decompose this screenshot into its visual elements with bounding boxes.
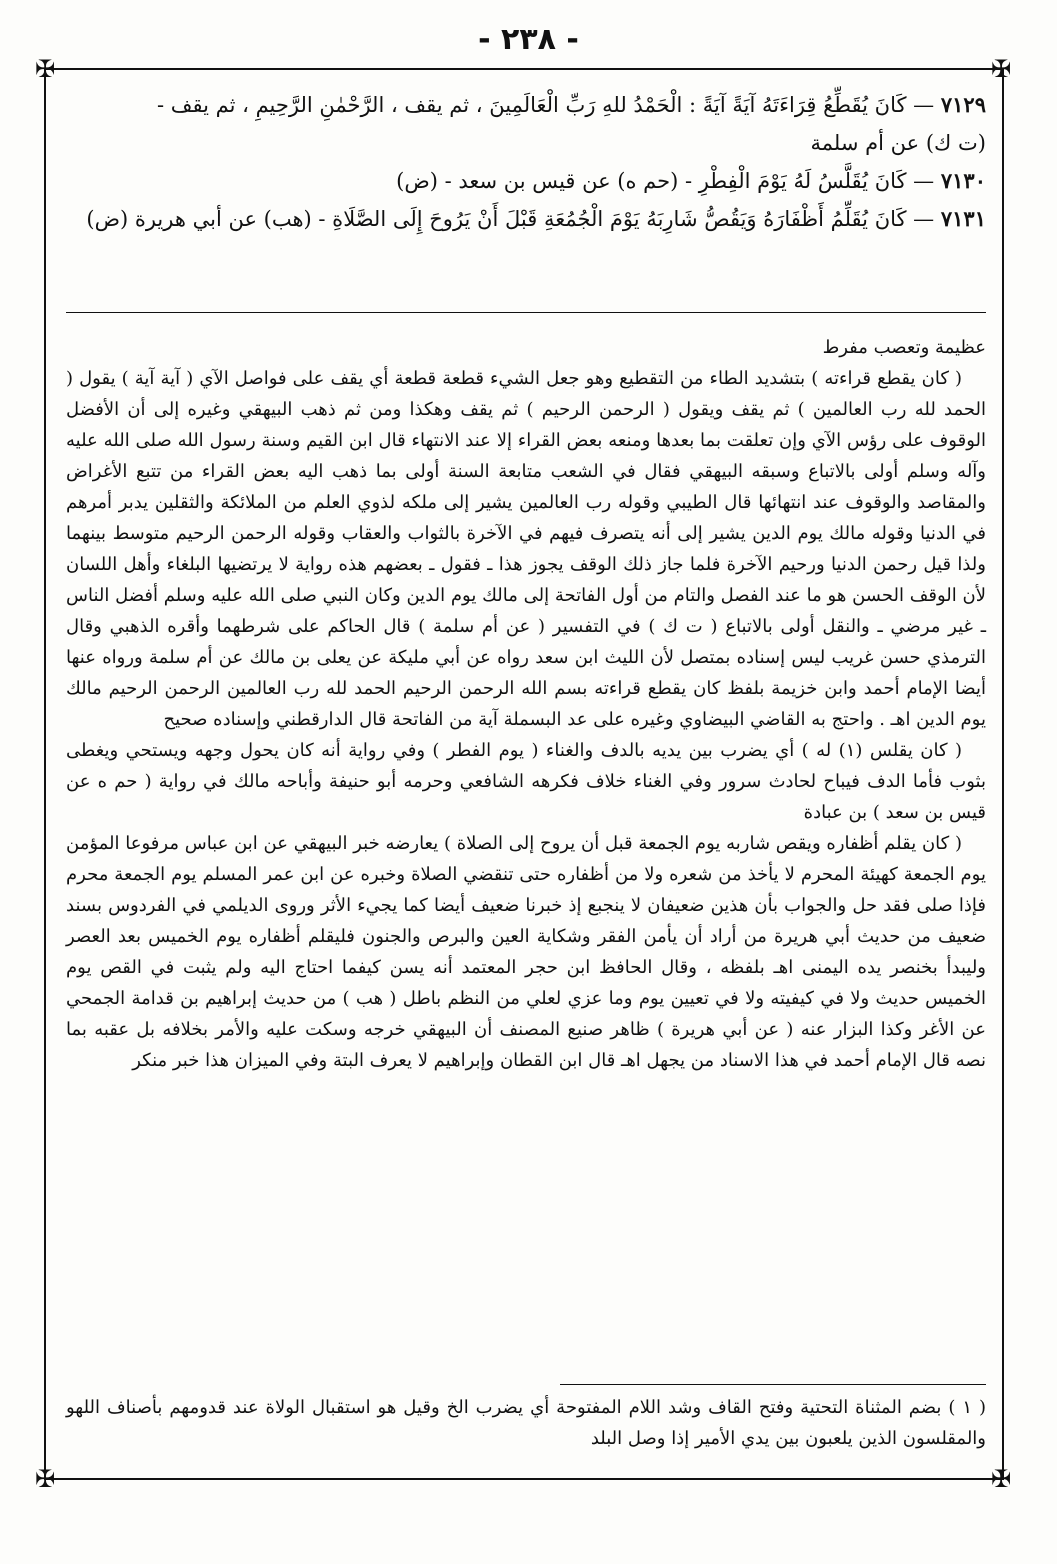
hadith-source: (ت ك) عن أم سلمة — [810, 131, 986, 155]
commentary-paragraph: ( كان يقلم أظفاره ويقص شاربه يوم الجمعة قبل أن يروح إلى الصلاة ) يعارضه خبر البيهقي عن ابن عباس مرفوعا المؤمن يوم الجمعة كهيئة المحرم لا يأخذ من شعره ولا من أظفاره حتى تنقضي الصلاة وخبره عن ابن عمر المسلم يوم الجمعة محرم فإذا صلى فقد حل والجواب بأن هذين ضعيفان لا ينجبع إذ خبرنا ضعيف أيضا كما يجيء الأثر وروى الديلمي في الفردوس بسند ضعيف من حديث أبي هريرة من أراد أن يأمن الفقر وشكاية العين والبرص والجنون فليقلم أظفاره يوم الخميس بعد العصر وليبدأ بخنصر يده اليمنى اهـ بلفظه ، وقال الحافظ ابن حجر المعتمد أنه يسن كيفما احتاج اليه ولم يثبت في القص يوم الخميس حديث ولا في كيفيته ولا في تعيين يوم وما عزي لعلي من النظم باطل ( هب ) من حديث إبراهيم بن قدامة الجمحي عن الأغر وكذا البزار عنه ( عن أبي هريرة ) ظاهر صنيع المصنف أن البيهقي خرجه وسكت عليه والأمر بخلافه بل عقبه بما نصه قال الإمام أحمد في هذا الاسناد من يجهل اهـ قال ابن القطان وإبراهيم لا يعرف البتة وفي الميزان هذا خبر منكر — [66, 833, 986, 1071]
footnote-text: ( ١ ) بضم المثناة التحتية وفتح القاف وشد اللام المفتوحة أي يضرب الخ وقيل هو استقبال الولاة عند قدومهم بأصناف اللهو والمقلسون الذين يلعبون بين يدي الأمير إذا وصل البلد — [66, 1397, 986, 1449]
page-number: - ٢٣٨ - — [478, 22, 579, 57]
hadith-text: — كَانَ يُقَلَّسُ لَهُ يَوْمَ الْفِطْرِ - (حم ه) عن قيس بن سعد - (ض) — [396, 169, 935, 193]
hadith-number: ٧١٣١ — [940, 206, 986, 231]
frame-top-rule — [44, 68, 1002, 70]
hadith-text: — كَانَ يُقَطِّعُ قِرَاءَتَهُ آيَةً آيَةً : الْحَمْدُ للهِ رَبِّ الْعَالَمِينَ ، ثم يقف ، الرَّحْمٰنِ الرَّحِيمِ ، ثم يقف - — [156, 93, 935, 117]
commentary-paragraph: ( كان يقطع قراءته ) بتشديد الطاء من التقطيع وهو جعل الشيء قطعة قطعة أي يقف على فواصل الآي ( آية آية ) يقول ( الحمد لله رب العالمين ) ثم يقف ويقول ( الرحمن الرحيم ) ثم يقف وهكذا ومن ثم ذهب البيهقي وغيره إلى أن الأفضل الوقوف على رؤس الآي وإن تعلقت بما بعدها ومنعه بعض القراء إلا عند الانتهاء قال ابن القيم وسنة رسول الله صلى الله عليه وآله وسلم أولى بالاتباع وسبقه البيهقي فقال في الشعب متابعة السنة أولى بما ذهب اليه بعض القراء من تتبع الأغراض والمقاصد والوقوف عند انتهائها قال الطيبي وقوله رب العالمين يشير إلى ملكه لذوي العلم من الملائكة والثقلين يدبر أمرهم في الدنيا وقوله مالك يوم الدين يشير إلى أنه يتصرف فيهم في الآخرة بالثواب والعقاب وقوله الرحمن الرحيم متوسط بينهما ولذا قيل رحمن الدنيا ورحيم الآخرة فلما جاز ذلك الوقف يجوز هذا ـ فقول ـ بعضهم هذه رواية لا يرتضيها البلغاء وأهل اللسان لأن الوقف الحسن هو ما عند الفصل والتام من أول الفاتحة إلى مالك يوم الدين وكان النبي صلى الله عليه وسلم أفضل الناس ـ غير مرضي ـ والنقل أولى بالاتباع ( ت ك ) في التفسير ( عن أم سلمة ) قال الحاكم على شرطهما وأقره الذهبي وقال الترمذي حسن غريب ليس إسناده بمتصل لأن الليث ابن سعد رواه عن أبي مليكة عن يعلى بن مالك عن أم سلمة ورواه عنها أيضا الإمام أحمد وابن خزيمة بلفظ كان يقطع قراءته بسم الله الرحمن الرحيم الحمد لله رب العالمين الرحمن الرحيم مالك يوم الدين اهـ . واحتج به القاضي البيضاوي وغيره على عد البسملة آية من الفاتحة قال الدارقطني وإسناده صحيح — [66, 368, 986, 730]
footnote-section — [66, 1392, 986, 1454]
hadith-entry — [66, 200, 986, 238]
hadith-section — [66, 86, 986, 238]
hadith-number: ٧١٣٠ — [940, 168, 986, 193]
hadith-number: ٧١٢٩ — [940, 92, 986, 117]
footnote-divider — [560, 1384, 986, 1385]
corner-ornament-top-right: ✠ — [990, 55, 1012, 83]
corner-ornament-bottom-left: ✠ — [34, 1465, 56, 1493]
frame-bottom-rule — [44, 1478, 1002, 1480]
hadith-entry — [66, 162, 986, 200]
commentary-paragraph: ( كان يقلس (١) له ) أي يضرب بين يديه بالدف والغناء ( يوم الفطر ) وفي رواية أنه كان يحول وجهه ويستحي ويغطى بثوب فأما الدف فيباح لحادث سرور وفي الغناء خلاف فكرهه الشافعي وحرمه أبو حنيفة وأباحه مالك في رواية ( حم ه عن قيس بن سعد ) بن عبادة — [66, 740, 986, 823]
commentary-section — [66, 332, 986, 1076]
hadith-text: — كَانَ يُقَلِّمُ أَظْفَارَهُ وَيَقُصُّ شَارِبَهُ يَوْمَ الْجُمُعَةِ قَبْلَ أَنْ يَرُوحَ إِلَى الصَّلَاةِ - (هب) عن أبي هريرة (ض) — [86, 207, 935, 231]
hadith-entry — [66, 86, 986, 124]
commentary-paragraph: عظيمة وتعصب مفرط — [822, 337, 986, 358]
corner-ornament-bottom-right: ✠ — [990, 1465, 1012, 1493]
section-divider — [66, 312, 986, 313]
corner-ornament-top-left: ✠ — [34, 55, 56, 83]
